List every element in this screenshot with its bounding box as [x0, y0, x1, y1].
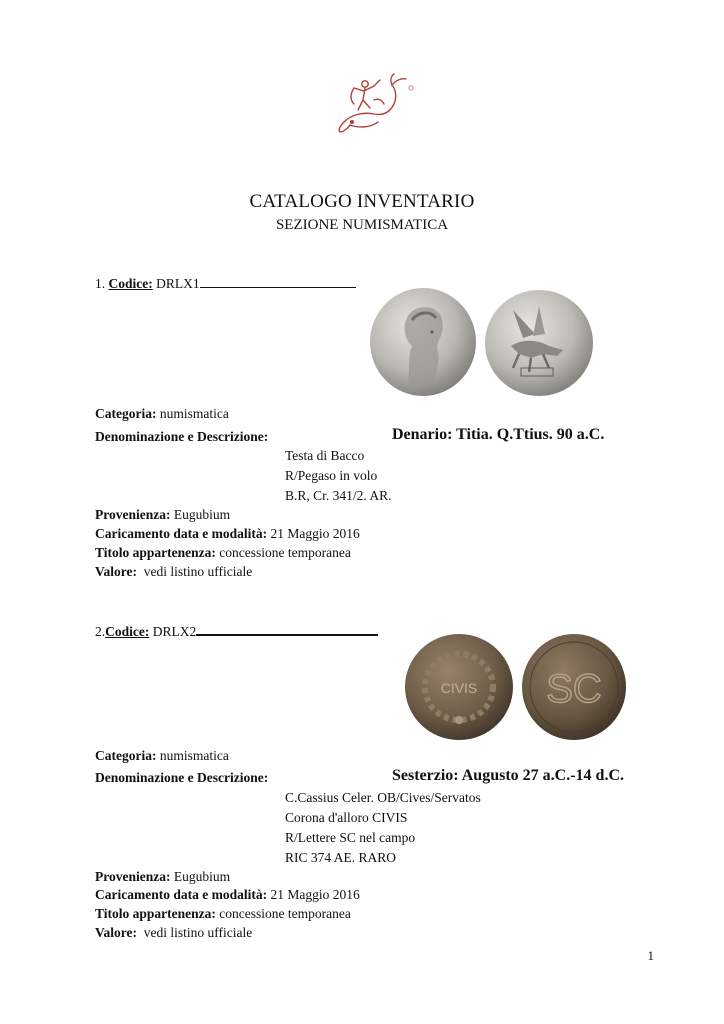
item-1-description-line: R/Pegaso in volo: [285, 468, 378, 483]
item-2-description-line: C.Cassius Celer. OB/Cives/Servatos: [285, 790, 481, 805]
item-2-description-line: RIC 374 AE. RARO: [285, 850, 397, 865]
item-1-code-label: Codice:: [108, 276, 153, 291]
item-1-valore: Valore: vedi listino ufficiale: [95, 564, 253, 579]
item-1-caricamento: Caricamento data e modalità: 21 Maggio 2016: [95, 526, 360, 541]
item-1-denominazione-label: Denominazione e Descrizione:: [95, 429, 269, 444]
item-1-obverse-coin-image: [368, 286, 478, 398]
item-1-provenienza: Provenienza: Eugubium: [95, 507, 231, 522]
item-2-denominazione-label: Denominazione e Descrizione:: [95, 770, 269, 785]
item-2-provenienza: Provenienza: Eugubium: [95, 869, 231, 884]
page-subtitle: SEZIONE NUMISMATICA: [275, 217, 449, 233]
item-1-denominazione: Denario: Titia. Q.Ttius. 90 a.C.: [392, 426, 605, 443]
item-2-categoria: Categoria: numismatica: [95, 748, 229, 763]
item-2-code-underline: [196, 623, 378, 636]
item-1-titolo: Titolo appartenenza: concessione temporanea: [95, 545, 351, 560]
item-1-code-line: [95, 276, 356, 292]
dolphin-rider-logo-icon: [330, 70, 420, 138]
item-1-code: DRLX1: [156, 276, 200, 291]
item-2-caricamento: Caricamento data e modalità: 21 Maggio 2016: [95, 887, 360, 902]
item-2-code: DRLX2: [152, 624, 197, 639]
item-2-denominazione: Sesterzio: Augusto 27 a.C.-14 d.C.: [392, 767, 624, 784]
item-1-description-line: B.R, Cr. 341/2. AR.: [285, 488, 392, 503]
item-1-code-underline: [200, 276, 356, 288]
item-2-valore: Valore: vedi listino ufficiale: [95, 925, 253, 940]
item-1-description-line: Testa di Bacco: [285, 448, 365, 463]
item-2-obverse-coin-image: [403, 632, 515, 742]
item-1-reverse-coin-image: [483, 288, 595, 398]
item-2-coin-wreath-text: CIVIS: [440, 680, 478, 696]
item-1-number: 1.: [95, 276, 106, 291]
item-2-code-label: Codice:: [105, 624, 150, 639]
item-2-code-line: [95, 623, 378, 640]
item-2-number: 2.: [95, 624, 106, 639]
item-1-categoria: Categoria: numismatica: [95, 406, 229, 421]
item-2-description-line: Corona d'alloro CIVIS: [285, 810, 408, 825]
item-2-titolo: Titolo appartenenza: concessione temporanea: [95, 906, 351, 921]
item-2-description-line: R/Lettere SC nel campo: [285, 830, 416, 845]
page-number: 1: [647, 948, 654, 963]
item-2-reverse-coin-image: [520, 632, 628, 742]
item-2-coin-sc-text: SC: [546, 667, 602, 711]
page-title: CATALOGO INVENTARIO: [249, 191, 475, 212]
